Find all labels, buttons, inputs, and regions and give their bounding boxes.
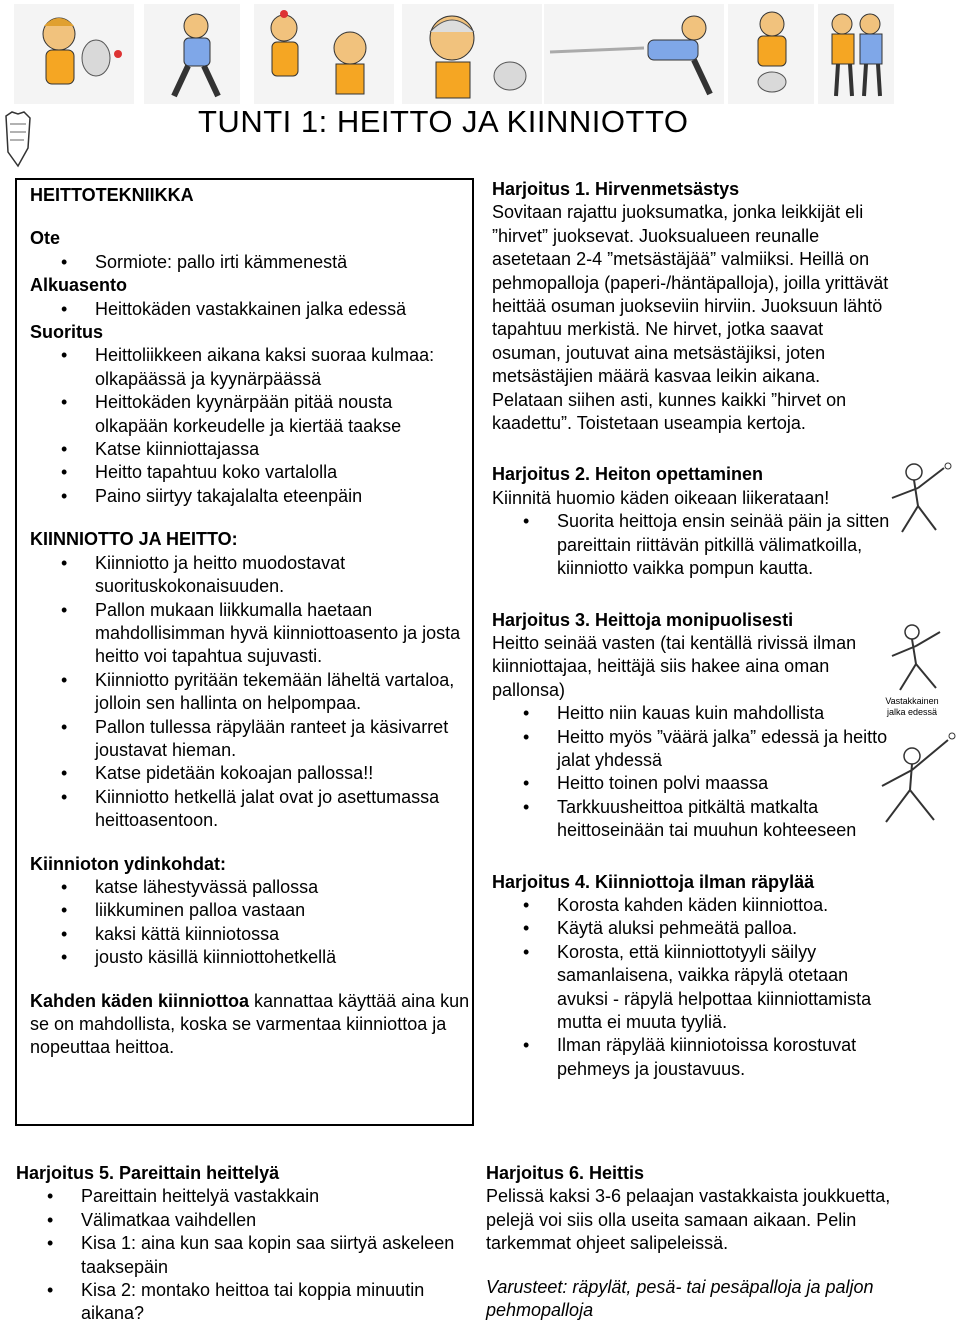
exercise-4-list [492, 894, 892, 1081]
exercise-3-text: Heitto seinää vasten (tai kentällä rivissä ilman kiinniottajaa, heittäjä siis hakee aina oman pallonsa) [492, 632, 857, 700]
exercise-number: Harjoitus 5. [16, 1163, 115, 1183]
list-item: • jousto käsillä kiinniottohetkellä [30, 946, 470, 969]
ydinkohdat-heading: Kiinnioton ydinkohdat: [30, 853, 226, 874]
list-item: • Kiinniotto hetkellä jalat ovat jo asettumassa heittoasentoon. [30, 786, 470, 833]
ydinkohdat-list [30, 876, 470, 970]
exercise-6-section [486, 1162, 916, 1322]
exercise-number: Harjoitus 3. [492, 609, 591, 630]
exercise-number: Harjoitus 2. [492, 464, 591, 485]
ote-label: Ote [30, 228, 61, 249]
kiinniotto-list [30, 552, 470, 833]
alkuasento-list [30, 298, 470, 321]
list-item: • Kiinniotto pyritään tekemään läheltä vartaloa, jolloin sen hallinta on helpompaa. [30, 669, 470, 716]
two-hand-catch-paragraph [30, 990, 470, 1060]
list-item: • Tarkkuusheittoa pitkältä matkalta heittoseinään tai muuhun kohteeseen [492, 796, 892, 843]
opposite-foot-thrower-icon [876, 620, 956, 696]
list-item: • Sormiote: pallo irti kämmenestä [30, 251, 470, 274]
list-item: • Heitto niin kauas kuin mahdollista [492, 702, 892, 725]
exercises-column [492, 178, 892, 1081]
list-item: • Pallon mukaan liikkumalla haetaan mahdollisimman hyvä kiinniottoasento ja josta heitto voi tapahtua sujuvasti. [30, 599, 470, 669]
list-item: • Paino siirtyy takajalalta eteenpäin [30, 485, 470, 508]
list-item: • Ilman räpylää kiinniotoissa korostuvat pehmeys ja joustavuus. [492, 1034, 892, 1081]
exercise-5-section [16, 1162, 476, 1326]
list-item: • Katse pidetään kokoajan pallossa!! [30, 762, 470, 785]
exercise-2-heading [492, 463, 892, 486]
ote-list [30, 251, 470, 274]
glove-logo-icon [0, 108, 36, 170]
suoritus-list [30, 344, 470, 508]
alkuasento-label: Alkuasento [30, 275, 128, 296]
list-item: • Korosta, että kiinniottotyyli säilyy samanlaisena, vaikka räpylä otetaan avuksi - räpylä helpottaa kiinniottamista mutta ei muuta tyyliä. [492, 941, 892, 1035]
exercise-1-heading [492, 178, 892, 201]
suoritus-label: Suoritus [30, 322, 104, 343]
list-item: • Pallon tullessa räpylään ranteet ja käsivarret joustavat hieman. [30, 716, 470, 763]
exercise-2-list [492, 510, 892, 580]
list-item: • Heitto tapahtuu koko vartalolla [30, 461, 470, 484]
list-item: • Kisa 2: montako heittoa tai koppia minuutin aikana? [16, 1279, 476, 1326]
exercise-title: Pareittain heittelyä [119, 1163, 280, 1183]
exercise-title: Kiinniottoja ilman räpylää [595, 871, 815, 892]
kiinniotto-heading: KIINNIOTTO JA HEITTO: [30, 529, 238, 550]
two-hand-catch-bold: Kahden käden kiinniottoa [30, 990, 250, 1011]
equipment-note: Varusteet: räpylät, pesä- tai pesäpalloja ja paljon pehmopalloja [486, 1276, 874, 1321]
list-item: • Heittokäden vastakkainen jalka edessä [30, 298, 470, 321]
exercise-3-list [492, 702, 892, 842]
exercise-number: Harjoitus 1. [492, 179, 591, 199]
exercise-6-heading [486, 1162, 916, 1185]
exercise-5-list [16, 1185, 476, 1325]
exercise-6-text: Pelissä kaksi 3-6 pelaajan vastakkaista joukkuetta, pelejä voi siis olla useita samaan aikaan. Pelin tarkemmat ohjeet salipeleissä. [486, 1186, 891, 1254]
players-pair-icon [818, 4, 894, 104]
thrower-stride-icon [862, 726, 958, 826]
exercise-3-heading [492, 609, 892, 632]
technique-column [30, 184, 470, 1060]
exercise-title: Hirvenmetsästys [595, 179, 740, 199]
exercise-title: Heiton opettaminen [595, 464, 764, 485]
exercise-2-text: Kiinnitä huomio käden oikeaan liikerataan! [492, 487, 830, 508]
exercise-number: Harjoitus 4. [492, 871, 591, 892]
list-item: • katse lähestyvässä pallossa [30, 876, 470, 899]
list-item: • Välimatkaa vaihdellen [16, 1209, 476, 1232]
two-hand-catch-text: kannattaa käyttää aina kun se on mahdollista, koska se varmentaa kiinniottoa ja nopeuttaa heittoa. [30, 990, 470, 1058]
exercise-4-heading [492, 871, 892, 894]
player-kneeling-icon [728, 4, 814, 104]
opposite-foot-label: Vastakkainen jalka edessä [885, 696, 939, 717]
technique-heading: HEITTOTEKNIIKKA [30, 185, 194, 205]
player-running-icon [144, 4, 240, 104]
thrower-sketch-icon [874, 458, 958, 538]
list-item: • Heitto myös ”väärä jalka” edessä ja heitto jalat yhdessä [492, 726, 892, 773]
player-throwing-icon [254, 4, 394, 104]
list-item: • Heittokäden kyynärpään pitää nousta olkapään korkeudelle ja kiertää taakse [30, 391, 470, 438]
list-item: • Käytä aluksi pehmeätä palloa. [492, 917, 892, 940]
exercise-title: Heittis [589, 1163, 645, 1183]
player-catching-front-icon [402, 4, 542, 104]
list-item: • Kisa 1: aina kun saa kopin saa siirtyä askeleen taaksepäin [16, 1232, 476, 1279]
list-item: • Heittoliikkeen aikana kaksi suoraa kulmaa: olkapäässä ja kyynärpäässä [30, 344, 470, 391]
list-item: • Kiinniotto ja heitto muodostavat suorituskokonaisuuden. [30, 552, 470, 599]
illustration-banner [10, 0, 900, 108]
list-item: • Suorita heittoja ensin seinää päin ja sitten pareittain riittävän pitkillä välimatkoilla, kiinniotto vaikka pompun kautta. [492, 510, 892, 580]
player-catching-icon [14, 4, 134, 104]
exercise-number: Harjoitus 6. [486, 1163, 585, 1183]
list-item: • kaksi kättä kiinniotossa [30, 923, 470, 946]
page-title: TUNTI 1: HEITTO JA KIINNIOTTO [198, 104, 689, 139]
list-item: • Pareittain heittelyä vastakkain [16, 1185, 476, 1208]
list-item: • Katse kiinniottajassa [30, 438, 470, 461]
exercise-1-text: Sovitaan rajattu juoksumatka, jonka leikkijät eli ”hirvet” juoksevat. Juoksualueen reunalle asetetaan 2-4 ”metsästäjää” valmiiksi. Heillä on pehmopalloja (paperi-/häntäpalloja), joilla yrittävät heittää osuman juokseviin hirviin. Juoksuun lähtö tapahtuu merkistä. Ne hirvet, jotka saavat osuman, joutuvat aina metsästäjiksi, joten metsästäjien määrä kasvaa leikin aikana. Pelataan siihen asti, kunnes kaikki ”hirvet on kaadettu”. Toistetaan useampia kertoja. [492, 202, 889, 434]
list-item: • Heitto toinen polvi maassa [492, 772, 892, 795]
exercise-5-heading [16, 1162, 476, 1185]
player-diving-icon [544, 4, 724, 104]
exercise-title: Heittoja monipuolisesti [595, 609, 794, 630]
list-item: • liikkuminen palloa vastaan [30, 899, 470, 922]
list-item: • Korosta kahden käden kiinniottoa. [492, 894, 892, 917]
